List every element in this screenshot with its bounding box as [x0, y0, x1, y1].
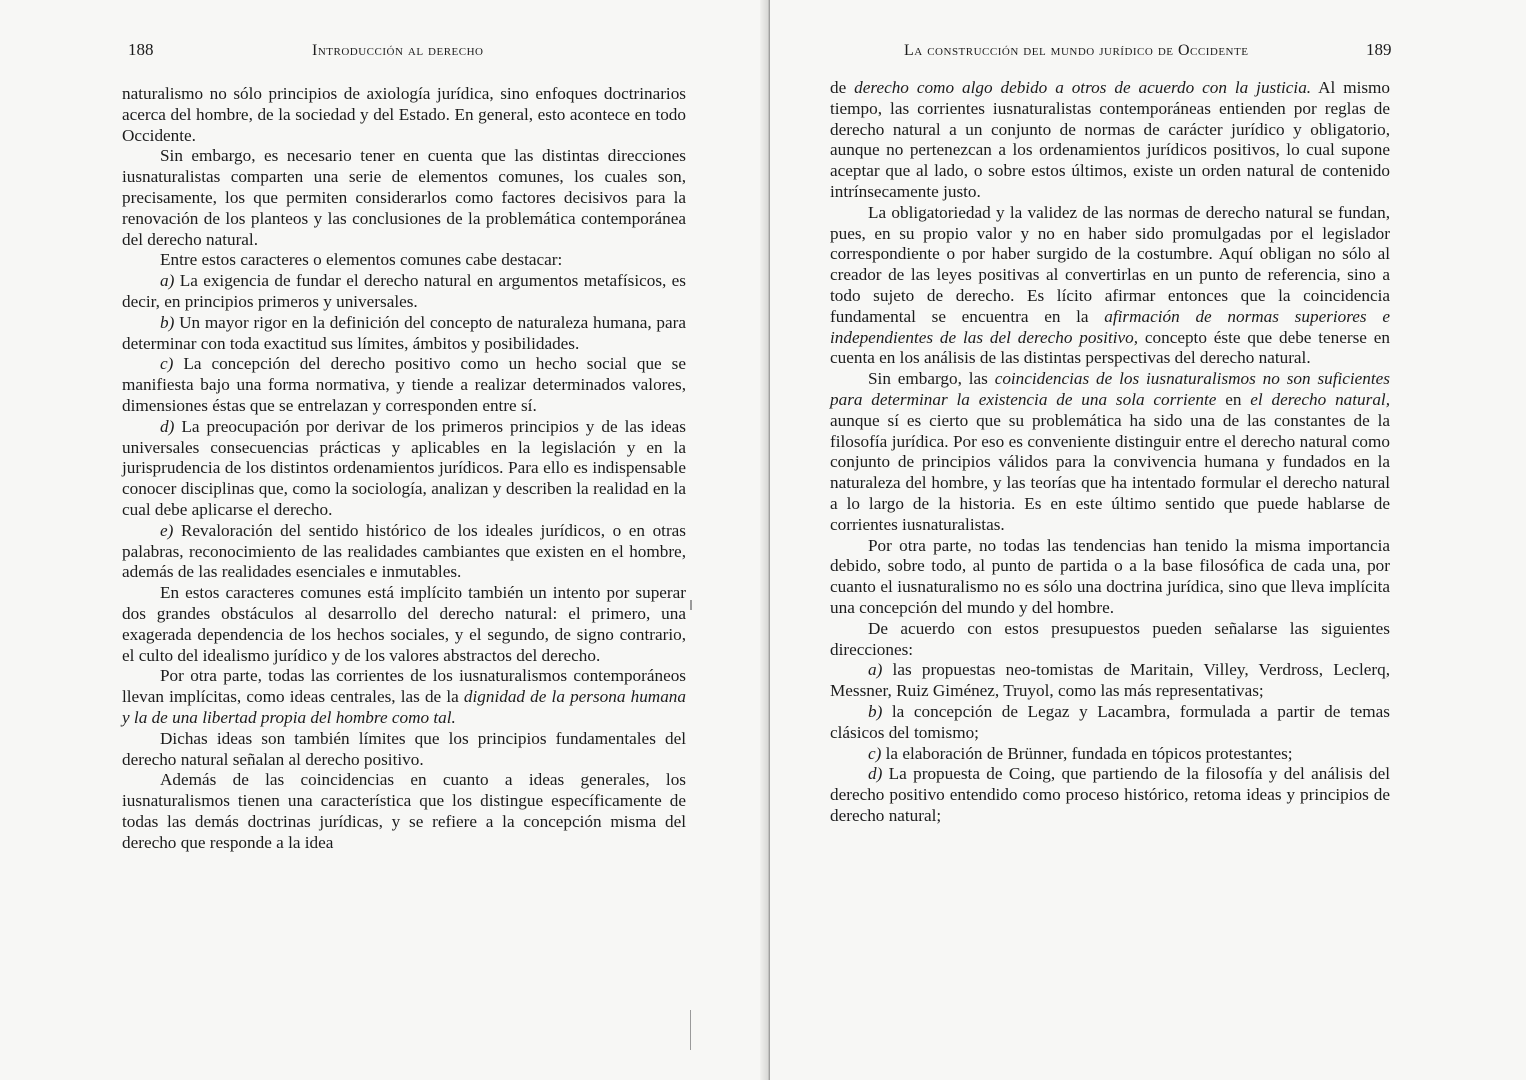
text-run: Un mayor rigor en la definición del concepto de naturaleza humana, para determinar con toda exactitud sus límites, ámbitos y posibilidades.: [122, 312, 686, 353]
text-run: Sin embargo, las: [868, 369, 995, 389]
paragraph: [122, 417, 686, 521]
text-run: de: [830, 78, 855, 97]
paragraph: [830, 78, 1390, 203]
italic-run: el derecho natural,: [1250, 389, 1390, 409]
italic-run: d): [868, 764, 883, 784]
text-run: La concepción del derecho positivo como un hecho social que se manifiesta bajo una forma normativa, y tiende a realizar determinados valores, dimensiones éstas que se entrelazan y corresponden entre sí.: [122, 354, 686, 415]
italic-run: a): [868, 660, 883, 680]
text-run: Por otra parte, todas las corrientes de los iusnaturalismos contemporáneos llevan implícitas, como ideas centrales, las de la: [122, 666, 686, 707]
paragraph: [122, 354, 686, 416]
text-run: De acuerdo con estos presupuestos pueden señalarse las siguientes direcciones:: [830, 618, 1390, 659]
paragraph: [830, 536, 1390, 619]
paragraph: [830, 702, 1390, 744]
italic-run: a): [160, 271, 175, 291]
italic-run: dignidad de la persona humana y la de una libertad propia del hombre como tal.: [122, 687, 686, 727]
text-run: las propuestas neo-tomistas de Maritain, Villey, Verdross, Leclerq, Messner, Ruiz Giménez, Truyol, como las más representativas;: [830, 660, 1390, 701]
paragraph: [830, 619, 1390, 661]
text-run: Revaloración del sentido histórico de los ideales jurídicos, o en otras palabras, reconocimiento de las realidades cambiantes que existen en el hombre, además de las realidades esenciales e inmutables.: [122, 520, 686, 582]
text-run: Entre estos caracteres o elementos comunes cabe destacar:: [160, 250, 563, 270]
right-page: [770, 0, 1526, 1080]
scan-mark: [690, 1010, 691, 1050]
paragraph: [122, 770, 686, 853]
text-run: la elaboración de Brünner, fundada en tópicos protestantes;: [881, 743, 1293, 763]
paragraph: [122, 271, 686, 313]
paragraph: [830, 660, 1390, 702]
paragraph: [830, 203, 1390, 369]
text-run: la concepción de Legaz y Lacambra, formulada a partir de temas clásicos del tomismo;: [830, 701, 1390, 742]
text-run: La propuesta de Coing, que partiendo de la filosofía y del análisis del derecho positivo entendido como proceso histórico, retoma ideas y principios de derecho natural;: [830, 764, 1390, 825]
italic-run: b): [160, 312, 175, 332]
text-run: La obligatoriedad y la validez de las normas de derecho natural se fundan, pues, en su propio valor y no en haber sido promulgadas por el legislador correspondiente o por haber surgido de la costumbre. Aquí obligan no sólo al creador de las leyes positivas al convertirlas en un punto de referencia, sino a todo sujeto de derecho. Es lícito afirmar entonces que la coincidencia fundamental se encuentra en la: [830, 202, 1390, 326]
paragraph: [830, 369, 1390, 535]
italic-run: c): [160, 354, 174, 374]
running-head-left: Introducción al derecho: [312, 42, 484, 59]
paragraph: [830, 764, 1390, 826]
italic-run: derecho como algo debido a otros de acuerdo con la justicia.: [854, 78, 1312, 97]
paragraph: [122, 146, 686, 250]
text-run: concepto éste que debe tenerse en cuenta en los análisis de las distintas perspectivas del derecho natural.: [830, 327, 1390, 368]
text-run: en: [1216, 389, 1251, 409]
text-run: Además de las coincidencias en cuanto a ideas generales, los iusnaturalismos tienen una característica que los distingue específicamente de todas las demás doctrinas jurídicas, y se refiere a la concepción misma del derecho que responde a la idea: [122, 770, 686, 852]
scan-mark: [690, 600, 692, 610]
text-run: Dichas ideas son también límites que los principios fundamentales del derecho natural señalan al derecho positivo.: [122, 728, 686, 769]
text-run: Sin embargo, es necesario tener en cuenta que las distintas direcciones iusnaturalistas comparten una serie de elementos comunes, los cuales son, precisamente, los que permiten considerarlos como factores decisivos para la renovación de los planteos y las conclusiones de la problemática contemporánea del derecho natural.: [122, 146, 686, 249]
running-head-right: La construcción del mundo jurídico de Occidente: [904, 42, 1249, 59]
text-run: Al mismo tiempo, las corrientes iusnaturalistas contemporáneas entienden por reglas de derecho natural a un conjunto de normas de carácter jurídico y obligatorio, aunque no pertenezcan a los ordenamientos jurídicos positivos, lo cual supone aceptar que al lado, o sobre estos últimos, existe un orden natural de contenido intrínsecamente justo.: [830, 78, 1390, 201]
italic-run: d): [160, 416, 175, 436]
italic-run: coincidencias de los iusnaturalismos no son suficientes para determinar la existencia de una sola corriente: [830, 369, 1390, 409]
paragraph: [122, 250, 686, 271]
paragraph: [122, 729, 686, 771]
text-run: La preocupación por derivar de los primeros principios y de las ideas universales consecuencias prácticas y aplicables en la legislación y en la jurisprudencia de los distintos ordenamientos jurídicos. Para ello es indispensable conocer disciplinas que, como la sociología, analizan y describen la realidad en la cual debe aplicarse el derecho.: [122, 416, 686, 519]
text-run: En estos caracteres comunes está implícito también un intento por superar dos grandes obstáculos al desarrollo del derecho natural: el primero, una exagerada dependencia de los hechos sociales, y el segundo, de signo contrario, el culto del idealismo jurídico y de los valores abstractos del derecho.: [122, 583, 686, 665]
text-run: La exigencia de fundar el derecho natural en argumentos metafísicos, es decir, en principios primeros y universales.: [122, 271, 686, 311]
paragraph: [122, 583, 686, 666]
paragraph: [122, 313, 686, 355]
right-page-body: [830, 78, 1390, 827]
italic-run: afirmación de normas superiores e independientes de las del derecho positivo,: [830, 306, 1390, 347]
text-run: Por otra parte, no todas las tendencias han tenido la misma importancia debido, sobre todo, al punto de partida o a la base filosófica de cada una, por cuanto el iusnaturalismo no es sólo una doctrina jurídica, sino que lleva implícita una concepción del mundo y del hombre.: [830, 535, 1390, 617]
page-number-left: 188: [128, 40, 154, 59]
paragraph: [122, 84, 686, 146]
italic-run: c): [868, 743, 882, 763]
italic-run: b): [868, 701, 883, 721]
text-run: naturalismo no sólo principios de axiología jurídica, sino enfoques doctrinarios acerca del hombre, de la sociedad y del Estado. En general, esto acontece en todo Occidente.: [122, 84, 686, 145]
text-run: aunque sí es cierto que su problemática ha sido una de las constantes de la filosofía jurídica. Por eso es conveniente distinguir entre el derecho natural como conjunto de principios válidos para la convivencia humana y fundados en la naturaleza del hombre, y las teorías que ha intentado formular el derecho natural a lo largo de la historia. Es en este último sentido que puede hablarse de corrientes iusnaturalistas.: [830, 410, 1390, 534]
italic-run: e): [160, 520, 174, 540]
paragraph: [830, 744, 1390, 765]
paragraph: [122, 666, 686, 728]
page-number-right: 189: [1366, 40, 1392, 59]
paragraph: [122, 521, 686, 583]
left-page-body: [122, 84, 686, 853]
